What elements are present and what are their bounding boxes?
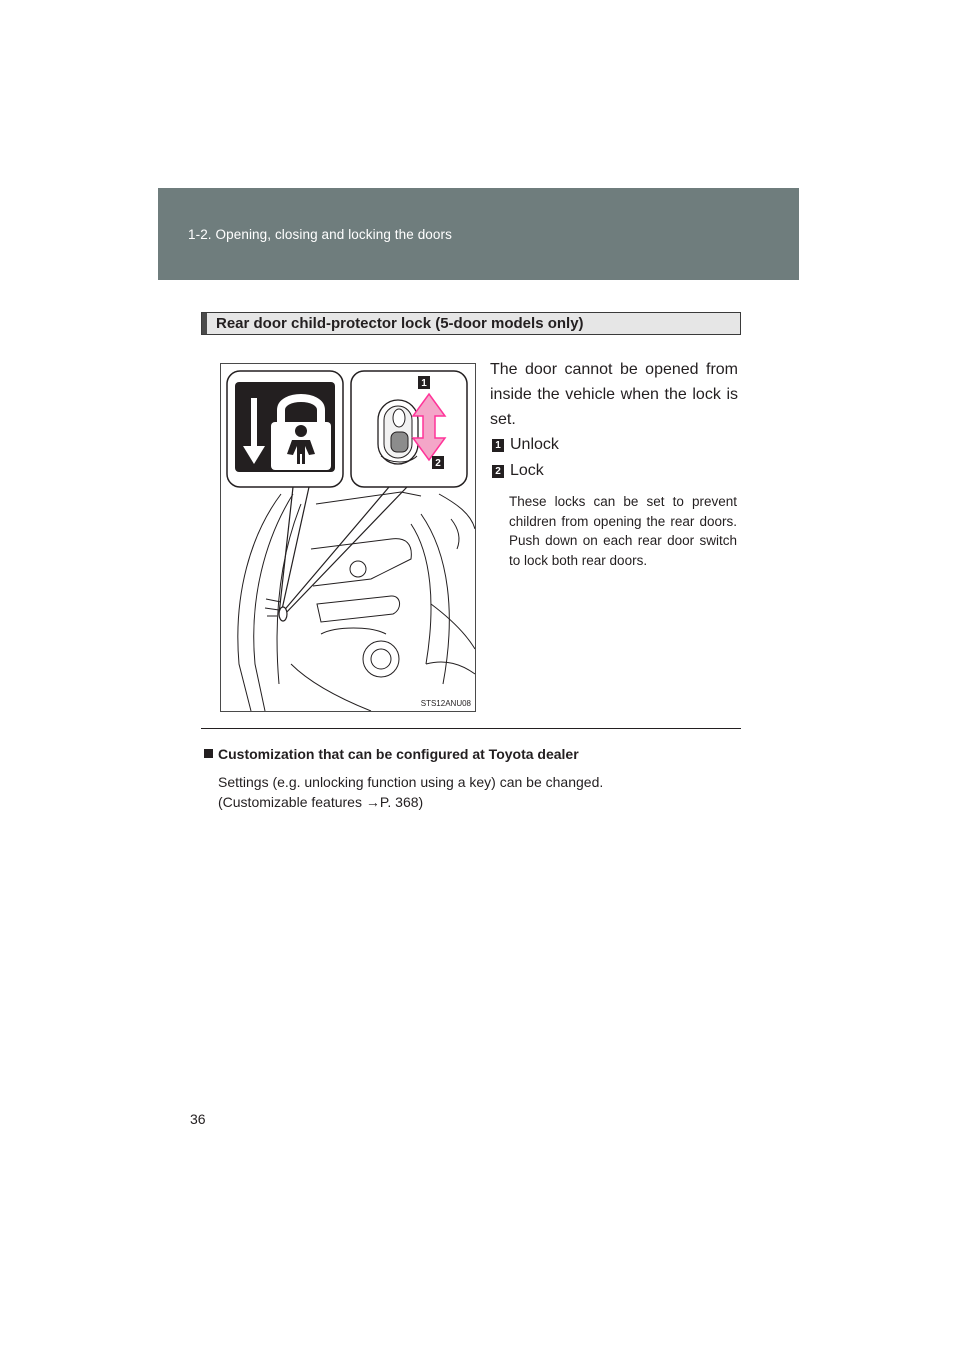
lock-switch-icon	[351, 371, 467, 487]
child-lock-symbol-icon	[227, 371, 343, 487]
list-item-unlock	[492, 436, 559, 454]
customization-line-1: Settings (e.g. unlocking function using a key) can be changed.	[218, 774, 604, 790]
callout-2: 2	[435, 458, 441, 469]
section-heading-bar	[201, 312, 741, 335]
chapter-header	[158, 188, 799, 280]
section-accent	[202, 313, 207, 334]
item-label: Lock	[510, 462, 544, 479]
item-number: 1	[492, 439, 504, 452]
item-number: 2	[492, 465, 504, 478]
note-paragraph: These locks can be set to prevent children from opening the rear doors. Push down on each rear door switch to lock both rear doors.	[509, 494, 737, 568]
customization-heading	[204, 746, 579, 762]
door-illustration	[220, 363, 476, 712]
section-title: Rear door child-protector lock (5-door models only)	[216, 315, 584, 332]
item-label: Unlock	[510, 436, 559, 453]
bullet-square-icon	[204, 749, 213, 758]
customization-body	[218, 772, 603, 812]
list-item-lock	[492, 462, 544, 480]
divider	[201, 728, 741, 729]
figure-code: STS12ANU08	[420, 699, 471, 708]
callout-1: 1	[421, 378, 427, 389]
customization-line-2[interactable]: (Customizable features →P. 368)	[218, 794, 424, 810]
lead-paragraph: The door cannot be opened from inside the vehicle when the lock is set.	[490, 361, 738, 428]
page-number: 36	[190, 1111, 206, 1127]
customization-heading-text: Customization that can be configured at Toyota dealer	[218, 746, 579, 762]
chapter-title: 1-2. Opening, closing and locking the doors	[188, 227, 452, 242]
